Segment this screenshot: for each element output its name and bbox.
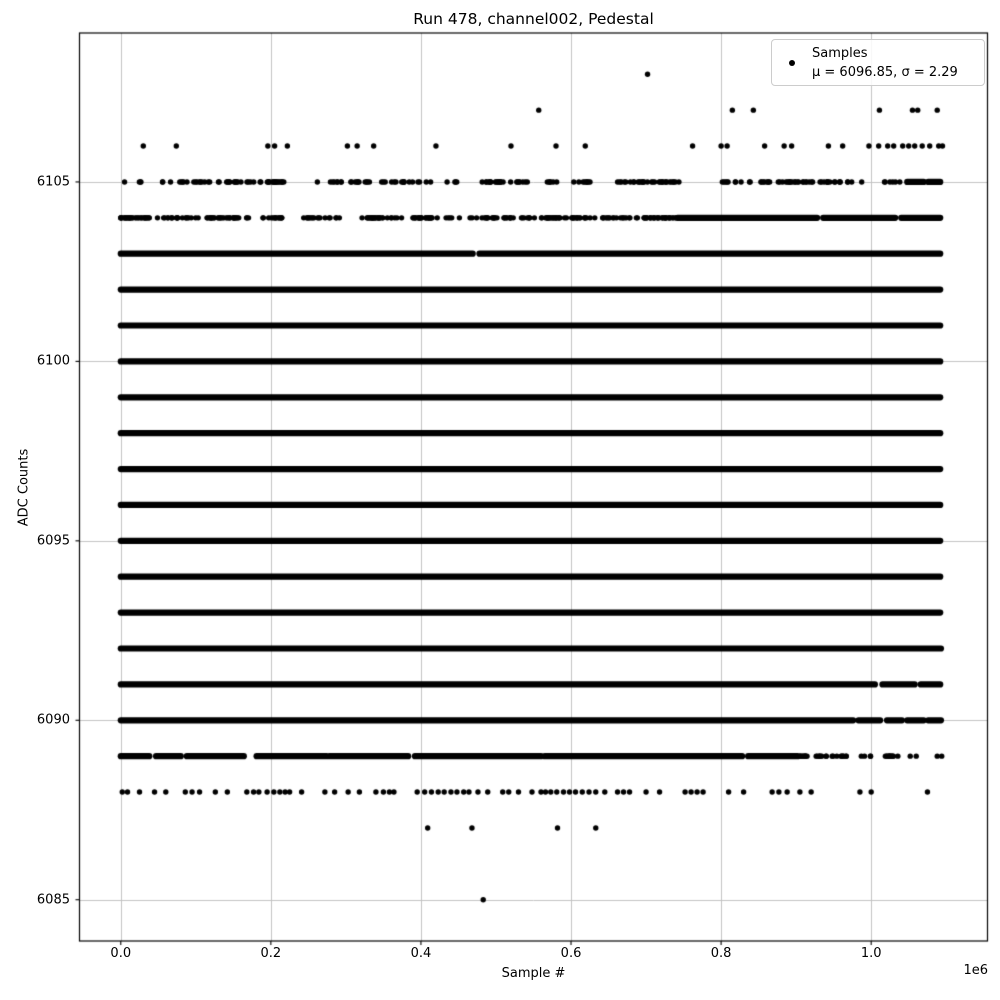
x-axis-label: Sample # — [501, 966, 566, 981]
legend — [771, 39, 985, 86]
y-axis-label: ADC Counts — [16, 448, 32, 527]
y-tick-label: 6095 — [36, 533, 70, 549]
x-tick-label: 0.4 — [410, 946, 432, 961]
x-tick-label: 0.6 — [560, 946, 582, 961]
legend-label-samples: Samples — [812, 45, 868, 61]
legend-marker-column — [772, 60, 812, 66]
x-tick-label: 0.2 — [260, 946, 282, 961]
y-tick-label: 6090 — [36, 712, 70, 728]
y-tick-label: 6100 — [36, 353, 70, 369]
x-tick-label: 0.0 — [110, 946, 132, 961]
x-tick-label: 1.0 — [860, 946, 882, 961]
y-tick-label: 6105 — [36, 174, 70, 190]
x-tick-label: 0.8 — [710, 946, 732, 961]
legend-sample-marker-icon — [789, 60, 795, 66]
y-tick-label: 6085 — [36, 892, 70, 908]
chart-title: Run 478, channel002, Pedestal — [413, 10, 654, 28]
x-axis-offset-label: 1e6 — [963, 963, 988, 978]
legend-label-stats: μ = 6096.85, σ = 2.29 — [812, 64, 958, 80]
